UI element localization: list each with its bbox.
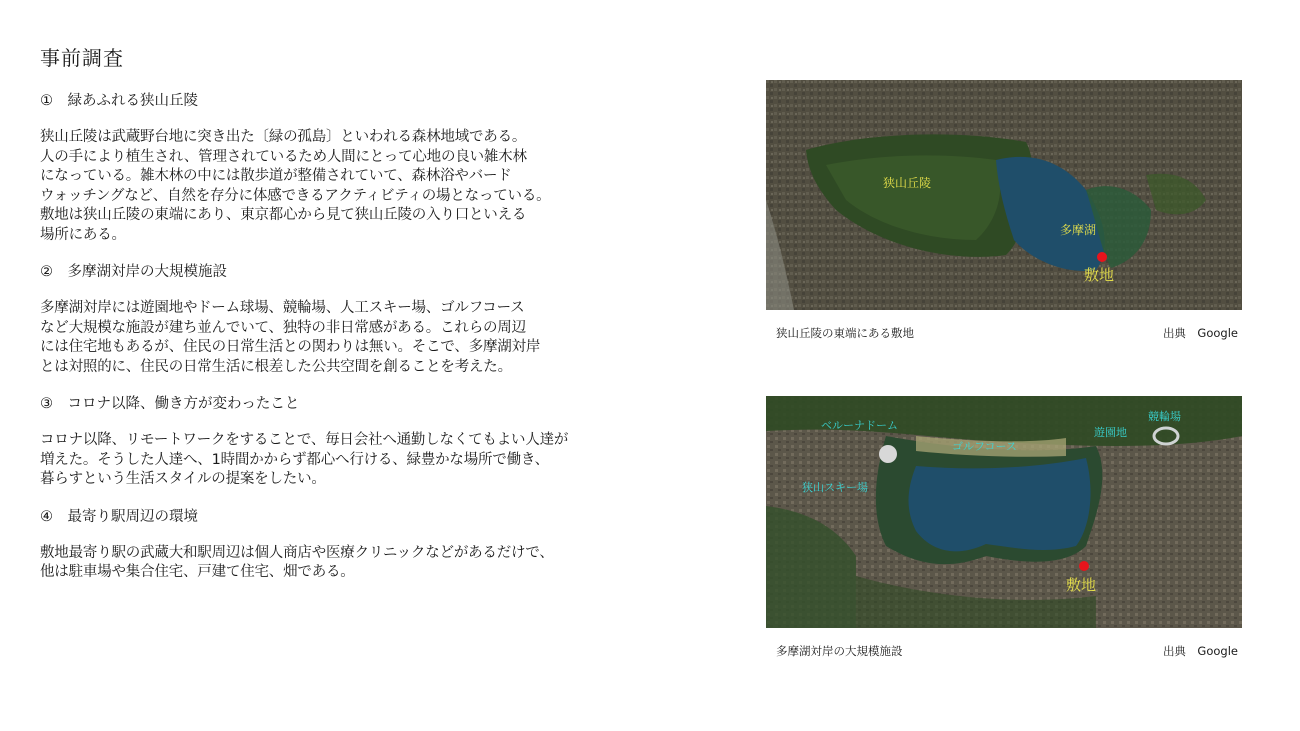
aerial-map-tamako bbox=[766, 396, 1242, 628]
section-line: 敷地は狭山丘陵の東端にあり、東京都心から見て狭山丘陵の入り口といえる bbox=[40, 207, 527, 223]
label-amusement: 遊園地 bbox=[1094, 426, 1127, 439]
section-line: とは対照的に、住民の日常生活に根差した公共空間を創ることを考えた。 bbox=[40, 358, 512, 375]
label-site: 敷地 bbox=[1084, 266, 1115, 284]
aerial-photo bbox=[766, 396, 1242, 628]
label-lake: 多摩湖 bbox=[1060, 223, 1097, 237]
section-2 bbox=[40, 261, 640, 377]
aerial-photo bbox=[766, 80, 1242, 310]
caption-text: 多摩湖対岸の大規模施設 bbox=[776, 644, 903, 658]
label-site: 敷地 bbox=[1066, 576, 1097, 594]
figure-caption bbox=[766, 643, 1244, 659]
section-line: 場所にある。 bbox=[40, 226, 126, 243]
figure-caption bbox=[766, 325, 1244, 341]
source-text: 出典 Google bbox=[1162, 326, 1238, 340]
section-line: 敷地最寄り駅の武蔵大和駅周辺は個人商店や医療クリニックなどがあるだけで、 bbox=[40, 544, 554, 561]
section-line: 狭山丘陵は武蔵野台地に突き出た〔緑の孤島〕といわれる森林地域である。 bbox=[40, 129, 527, 145]
section-line: 暮らすという生活スタイルの提案をしたい。 bbox=[40, 471, 326, 487]
section-4 bbox=[40, 506, 640, 583]
site-marker bbox=[1079, 561, 1089, 571]
section-3 bbox=[40, 393, 640, 490]
label-golf: ゴルフコース bbox=[952, 440, 1017, 453]
section-heading: ④ 最寄り駅周辺の環境 bbox=[40, 508, 198, 525]
figures-column bbox=[766, 80, 1244, 659]
source-text: 出典 Google bbox=[1162, 644, 1238, 658]
section-line: になっている。雑木林の中には散歩道が整備されていて、森林浴やバード bbox=[40, 168, 512, 184]
section-line: など大規模な施設が建ち並んでいて、独特の非日常感がある。これらの周辺 bbox=[40, 319, 526, 336]
section-heading: ② 多摩湖対岸の大規模施設 bbox=[40, 264, 227, 280]
label-hill: 狭山丘陵 bbox=[883, 176, 932, 190]
section-line: 増えた。そうした人達へ、1時間かからず都心へ行ける、緑豊かな場所で働き、 bbox=[40, 451, 549, 468]
section-1 bbox=[40, 90, 640, 245]
section-line: 多摩湖対岸には遊園地やドーム球場、競輪場、人工スキー場、ゴルフコース bbox=[40, 300, 525, 316]
section-line: コロナ以降、リモートワークをすることで、毎日会社へ通勤しなくてもよい人達が bbox=[40, 432, 569, 448]
section-line: には住宅地もあるが、住民の日常生活との関わりは無い。そこで、多摩湖対岸 bbox=[40, 339, 541, 355]
label-dome: ベルーナドーム bbox=[821, 419, 898, 432]
caption-text: 狭山丘陵の東端にある敷地 bbox=[776, 326, 914, 340]
label-keirin: 競輪場 bbox=[1148, 410, 1181, 423]
section-line: 他は駐車場や集合住宅、戸建て住宅、畑である。 bbox=[40, 564, 355, 580]
section-line: 人の手により植生され、管理されているため人間にとって心地の良い雑木林 bbox=[40, 148, 527, 165]
section-heading: ③ コロナ以降、働き方が変わったこと bbox=[40, 396, 300, 412]
label-ski: 狭山スキー場 bbox=[802, 481, 868, 494]
page-title: 事前調査 bbox=[40, 46, 124, 70]
site-marker bbox=[1097, 252, 1107, 262]
section-line: ウォッチングなど、自然を存分に体感できるアクティビティの場となっている。 bbox=[40, 187, 551, 204]
aerial-map-sayama bbox=[766, 80, 1242, 310]
text-column bbox=[40, 90, 640, 583]
section-heading: ① 緑あふれる狭山丘陵 bbox=[40, 93, 198, 109]
